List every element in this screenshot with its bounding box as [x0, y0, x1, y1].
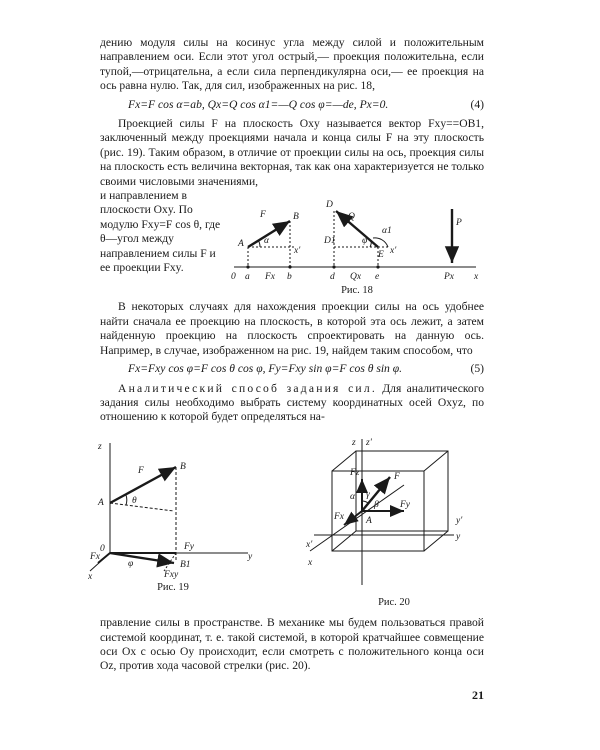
label-A: A [238, 239, 244, 250]
label-x-prime: x' [306, 539, 313, 550]
figure-20 [304, 435, 484, 610]
label-x: x [308, 557, 313, 568]
box-edge-br [424, 531, 448, 551]
label-alpha1: α1 [382, 226, 392, 237]
label-beta: β [374, 499, 379, 510]
label-Fx: Fx [334, 511, 345, 522]
label-alpha: α [350, 491, 355, 502]
label-x-prime-1: x' [294, 246, 301, 257]
label-Fx: Fx [265, 272, 276, 283]
label-F: F [260, 210, 266, 221]
figure-18-drawing [230, 195, 484, 283]
label-F: F [138, 465, 144, 476]
point-e [376, 265, 379, 268]
label-e: e [375, 272, 380, 283]
equation-5 [100, 362, 484, 376]
equation-4 [100, 98, 484, 112]
equation-5-body: Fx=Fxy cos φ=F cos θ cos φ, Fy=Fxy sin φ=F cos θ sin φ. [128, 362, 403, 376]
label-B: B [180, 461, 186, 472]
label-Qx: Qx [350, 272, 362, 283]
box-edge-tr [424, 451, 448, 471]
paragraph-5: правление силы в пространстве. В механике мы будем пользоваться правой системой координат, т. е. такой системой, в которой кратчайшее совмещение оси Ox с осью Oy происходит, если смотреть с положительного конца оси Oz, против хода часовой стрелки (рис. 20). [100, 616, 484, 673]
label-y: y [456, 531, 461, 542]
label-Fy: Fy [400, 499, 411, 510]
label-Fy: Fy [184, 541, 195, 552]
section-heading: Аналитический способ задания сил. [118, 381, 377, 395]
label-z-prime: z' [366, 437, 372, 448]
page [88, 36, 484, 736]
component-Fx [344, 511, 362, 525]
figure-19-caption: Рис. 19 [157, 581, 189, 593]
label-Fxy: Fxy [164, 569, 179, 580]
label-phi: φ [362, 236, 368, 247]
equation-4-number: (4) [470, 97, 484, 111]
label-B: B [293, 212, 299, 223]
label-F: F [394, 471, 400, 482]
label-A: A [366, 515, 372, 526]
label-gamma: γ [366, 489, 370, 500]
label-Fx: Fx [90, 551, 101, 562]
label-x-prime-2: x' [390, 246, 397, 257]
paragraph-4-wrap [100, 382, 484, 425]
figure-18-caption: Рис. 18 [341, 285, 373, 297]
point-a [246, 265, 249, 268]
label-y-prime: y' [456, 515, 463, 526]
figure-18-wrap [100, 189, 484, 298]
paragraph-4: Для аналитического задания силы необходимо выбрать систему координатных осей Oxyz, по отношению к которой будет определяться на- [100, 381, 484, 424]
paragraph-3b: В некоторых случаях для нахождения проекции силы на ось удобнее найти сначала ее проекцию на плоскость, в которой эта ось лежит, а затем найденную проекцию на плоскость спроектировать на данную ось. Например, в случае, изображенном на рис. 19, найдем таким способом, что [100, 300, 484, 357]
label-B1: B1 [180, 559, 191, 570]
label-Fz: Fz [350, 467, 360, 478]
label-alpha: α [264, 236, 269, 247]
point-b [288, 265, 291, 268]
label-Q: Q [348, 212, 355, 223]
label-O: 0 [100, 543, 105, 554]
force-F [248, 221, 290, 247]
angle-theta-arc [126, 495, 127, 505]
paragraph-3a: и направлением в плоскости Oxy. По модулю Fxy=F cos θ, где θ—угол между направлением силы F и ее проекции Fxy. [100, 189, 221, 275]
label-z: z [98, 441, 102, 452]
figure-20-caption: Рис. 20 [378, 596, 410, 608]
paragraph-2: Проекцией силы F на плоскость Oxy называется вектор Fxy==OB1, заключенный между проекциями начала и конца силы F на эту плоскость (рис. 19). Таким образом, в отличие от проекции силы на ось, проекция силы на плоскость есть величина векторная, так как она характеризуется не только своими числовыми значениями, [100, 117, 484, 188]
figure-18 [230, 195, 484, 298]
projection-Fxy [110, 553, 174, 563]
label-D1: D1 [324, 236, 336, 247]
label-d: d [330, 272, 335, 283]
label-phi: φ [128, 558, 134, 569]
x-axis [310, 485, 404, 551]
label-E: E [378, 250, 384, 261]
label-P: P [456, 218, 462, 229]
label-a: a [245, 272, 250, 283]
label-z: z [352, 437, 356, 448]
label-theta: θ [132, 495, 137, 506]
label-b: b [287, 272, 292, 283]
label-A: A [98, 497, 104, 508]
label-x: x [474, 272, 479, 283]
figures-19-20-row [88, 435, 484, 610]
page-number: 21 [472, 688, 484, 702]
figure-19-drawing [88, 435, 258, 580]
equation-4-body: Fx=F cos α=ab, Qx=Q cos α1=—Q cos φ=—de, Px=0. [128, 97, 389, 111]
parallel-to-Fxy [110, 503, 174, 511]
label-O: 0 [231, 272, 236, 283]
paragraph-1: дению модуля силы на косинус угла между силой и положительным направлением оси. Если этот угол острый,— проекция положительна, если тупой,—отрицательна, а если сила перпендикулярна оси,— ее проекция на ось равна нулю. Так, для сил, изображенных на рис. 18, [100, 36, 484, 93]
label-Px: Px [444, 272, 455, 283]
figure-19 [88, 435, 258, 610]
point-d [332, 265, 335, 268]
box-edge-bl [332, 531, 356, 551]
label-y: y [248, 551, 253, 562]
label-D: D [326, 200, 333, 211]
label-x: x [88, 571, 93, 580]
figure-20-drawing [304, 435, 484, 595]
equation-5-number: (5) [470, 362, 484, 376]
